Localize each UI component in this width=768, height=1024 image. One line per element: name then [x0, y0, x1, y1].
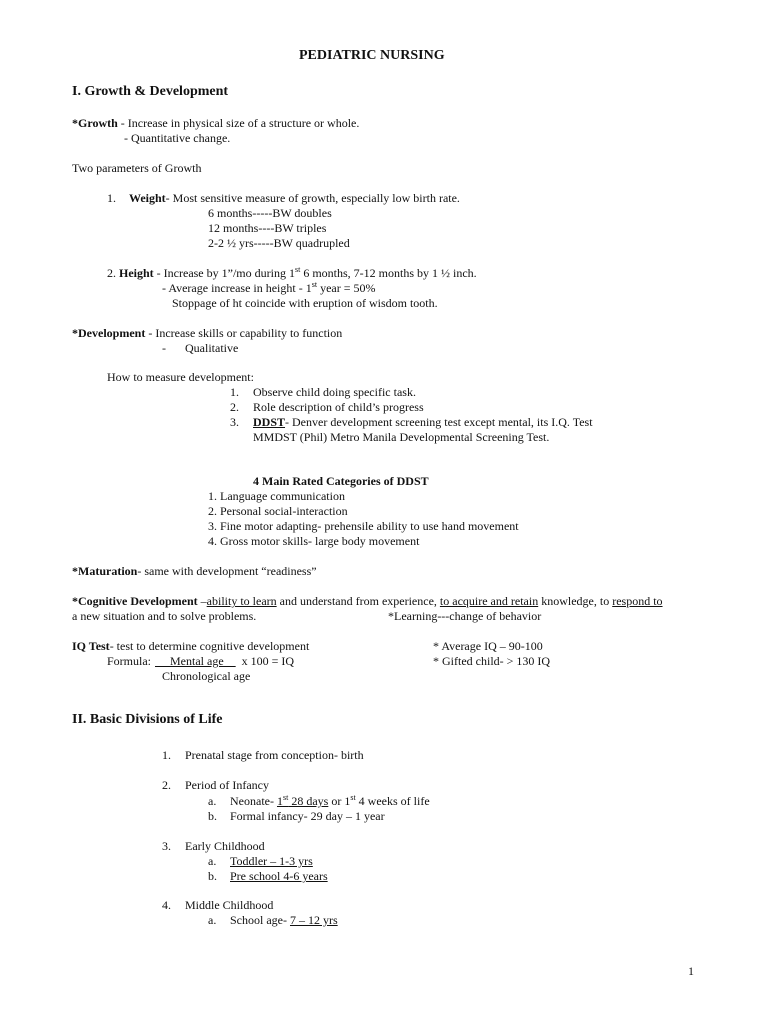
ddst-categories-heading: 4 Main Rated Categories of DDST	[253, 474, 429, 488]
gifted-child-note: * Gifted child- > 130 IQ	[433, 654, 551, 668]
neonate-superscript: st	[350, 793, 356, 802]
iq-test-line	[72, 639, 309, 653]
division-number: 1.	[162, 748, 171, 762]
formula-numerator-line	[155, 654, 294, 668]
sub-item: Formal infancy- 29 day – 1 year	[230, 809, 385, 823]
mmdst-line: MMDST (Phil) Metro Manila Developmental Screening Test.	[253, 430, 550, 444]
neonate-text: 4 weeks of life	[355, 794, 430, 808]
iq-test-term: IQ Test	[72, 639, 110, 653]
formula-numerator: Mental age	[155, 654, 236, 668]
formula-rest: x 100 = IQ	[235, 654, 295, 668]
page-title: PEDIATRIC NURSING	[299, 48, 445, 63]
learning-note: *Learning---change of behavior	[388, 609, 542, 623]
height-def-part: 6 months, 7-12 months by 1 ½ inch.	[300, 266, 477, 280]
weight-line	[129, 191, 460, 205]
school-age-line	[230, 913, 338, 927]
height-term: Height	[119, 266, 154, 280]
division-item: Prenatal stage from conception- birth	[185, 748, 364, 762]
how-to-measure-label: How to measure development:	[107, 370, 254, 384]
growth-definition	[72, 116, 359, 130]
measure-item-number: 3.	[230, 415, 239, 429]
development-def: - Increase skills or capability to function	[145, 326, 343, 340]
cognitive-term: *Cognitive Development	[72, 594, 198, 608]
sub-item-letter: a.	[208, 794, 217, 808]
weight-def: - Most sensitive measure of growth, especially low birth rate.	[165, 191, 460, 205]
neonate-line	[230, 794, 430, 808]
weight-item: 6 months-----BW doubles	[208, 206, 332, 220]
cognitive-definition-cont: a new situation and to solve problems.	[72, 609, 257, 623]
height-def-part: - Increase by 1”/mo during 1	[153, 266, 295, 280]
weight-item: 12 months----BW triples	[208, 221, 327, 235]
measure-item: Role description of child’s progress	[253, 400, 424, 414]
division-number: 4.	[162, 898, 171, 912]
height-average-part: - Average increase in height - 1	[162, 281, 312, 295]
division-item: Period of Infancy	[185, 778, 269, 792]
two-parameters-label: Two parameters of Growth	[72, 161, 202, 175]
ddst-category-item: 3. Fine motor adapting- prehensile ability to use hand movement	[208, 519, 519, 533]
ddst-def: - Denver development screening test except mental, its I.Q. Test	[285, 415, 593, 429]
development-subnote: Qualitative	[185, 341, 239, 355]
cognitive-text: knowledge, to	[538, 594, 613, 608]
neonate-underlined-part: 28 days	[288, 794, 329, 808]
weight-number: 1.	[107, 191, 116, 205]
section-heading-growth-development: I. Growth & Development	[72, 84, 229, 99]
sub-item-letter: b.	[208, 809, 217, 823]
weight-term: Weight	[129, 191, 166, 205]
neonate-superscript: st	[282, 793, 289, 802]
sub-item-letter: a.	[208, 854, 217, 868]
height-average	[162, 281, 375, 295]
cognitive-text: and understand from experience,	[276, 594, 440, 608]
cognitive-underline: to acquire and retain	[439, 594, 539, 608]
sub-item-letter: a.	[208, 913, 217, 927]
page-number: 1	[688, 964, 694, 978]
sub-item: Toddler – 1-3 yrs	[230, 854, 313, 868]
formula-label: Formula:	[107, 654, 151, 668]
formula-denominator: Chronological age	[162, 669, 251, 683]
average-iq-note: * Average IQ – 90-100	[433, 639, 543, 653]
ddst-line	[253, 415, 593, 429]
measure-item-number: 2.	[230, 400, 239, 414]
section-heading-basic-divisions: II. Basic Divisions of Life	[72, 712, 223, 727]
height-superscript: st	[294, 265, 301, 274]
neonate-underlined	[277, 794, 328, 808]
height-line	[107, 266, 477, 280]
cognitive-dash: –	[197, 594, 207, 608]
measure-item: Observe child doing specific task.	[253, 385, 416, 399]
iq-test-def: - test to determine cognitive development	[109, 639, 310, 653]
weight-item: 2-2 ½ yrs-----BW quadrupled	[208, 236, 350, 250]
cognitive-definition	[72, 594, 663, 608]
school-age-underlined: 7 – 12 yrs	[289, 913, 338, 927]
development-definition	[72, 326, 342, 340]
division-item: Early Childhood	[185, 839, 265, 853]
division-number: 2.	[162, 778, 171, 792]
maturation-term: *Maturation	[72, 564, 138, 578]
height-average-superscript: st	[311, 280, 318, 289]
school-age-text: School age-	[230, 913, 290, 927]
height-number: 2.	[107, 266, 116, 280]
height-average-part: year = 50%	[317, 281, 376, 295]
development-dash: -	[162, 341, 166, 355]
maturation-definition	[72, 564, 317, 578]
height-stoppage: Stoppage of ht coincide with eruption of wisdom tooth.	[172, 296, 438, 310]
division-item: Middle Childhood	[185, 898, 274, 912]
cognitive-underline: respond to	[612, 594, 663, 608]
ddst-category-item: 4. Gross motor skills- large body movement	[208, 534, 420, 548]
maturation-def: - same with development “readiness”	[137, 564, 317, 578]
growth-subnote: - Quantitative change.	[124, 131, 231, 145]
ddst-category-item: 1. Language communication	[208, 489, 345, 503]
ddst-category-item: 2. Personal social-interaction	[208, 504, 348, 518]
cognitive-underline: ability to learn	[206, 594, 277, 608]
growth-term: *Growth	[72, 116, 118, 130]
neonate-underlined-part: 1	[276, 794, 283, 808]
sub-item: Pre school 4-6 years	[230, 869, 328, 883]
sub-item-letter: b.	[208, 869, 217, 883]
development-term: *Development	[72, 326, 146, 340]
growth-def: - Increase in physical size of a structure or whole.	[117, 116, 360, 130]
ddst-term: DDST	[253, 415, 286, 429]
measure-item-number: 1.	[230, 385, 239, 399]
division-number: 3.	[162, 839, 171, 853]
neonate-text: Neonate-	[230, 794, 277, 808]
neonate-text: or 1	[328, 794, 351, 808]
